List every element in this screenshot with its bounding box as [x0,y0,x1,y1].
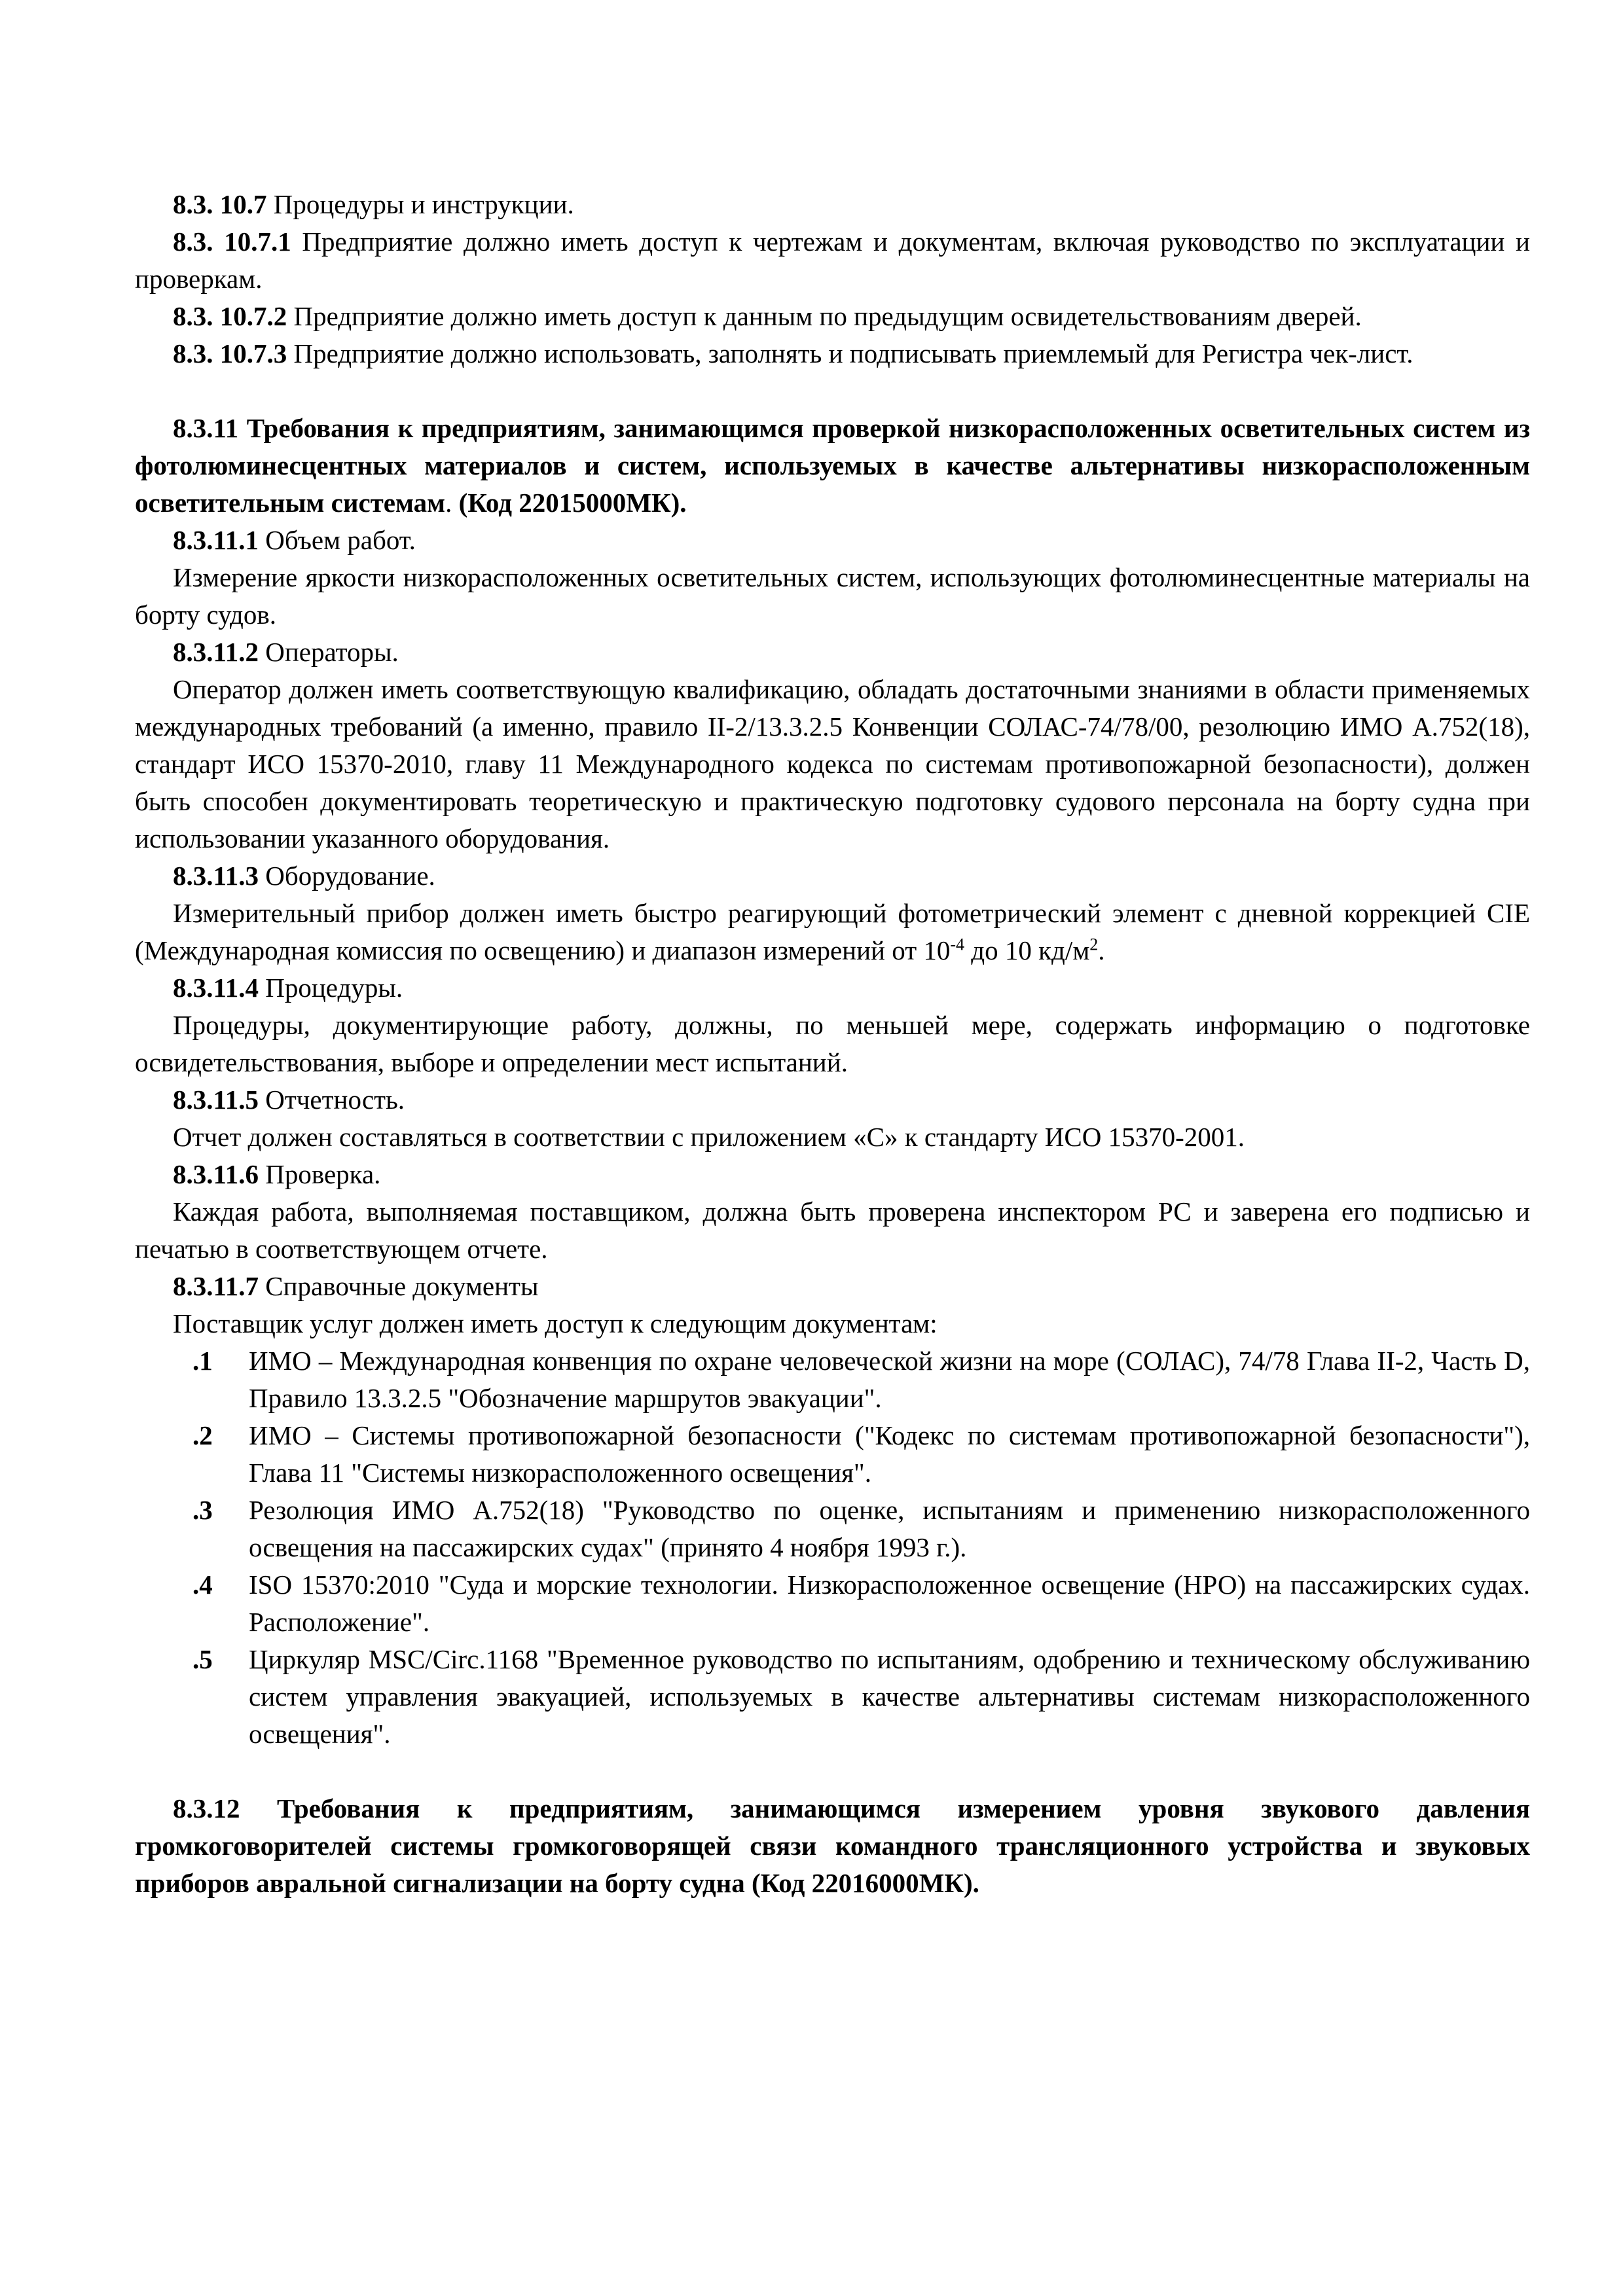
clause-11-5-body: Отчет должен составляться в соответствии с приложением «С» к стандарту ИСО 15370-2001. [173,1122,1245,1152]
clause-11-1-title: 8.3.11.1 Объем работ. [173,525,416,555]
list-item: .3 Резолюция ИМО А.752(18) "Руководство по оценке, испытаниям и применению низкорасположенного освещения на пассажирских судах" (принято 4 ноября 1993 г.). [192,1495,1530,1562]
clause-11-2-title: 8.3.11.2 Операторы. [173,637,399,667]
clause-11-2-body: Оператор должен иметь соответствующую квалификацию, обладать достаточными знаниями в области применяемых международных требований (а именно, правило II-2/13.3.2.5 Конвенции СОЛАС-74/78/00, резолюцию ИМО А.752(18), стандарт ИСО 15370-2010, главу 11 Международного кодекса по системам противопожарной безопасности), должен быть способен документировать теоретическую и практическую подготовку судового персонала на борту судна при использовании указанного оборудования. [135,674,1530,853]
clause-10-7-3: 8.3. 10.7.3 Предприятие должно использовать, заполнять и подписывать приемлемый для Регистра чек-лист. [173,338,1413,368]
clause-11-3-title: 8.3.11.3 Оборудование. [173,861,435,891]
clause-11-6-body: Каждая работа, выполняемая поставщиком, должна быть проверена инспектором РС и заверена его подписью и печатью в соответствующем отчете. [135,1196,1530,1264]
clause-11-3-body: Измерительный прибор должен иметь быстро реагирующий фотометрический элемент с дневной коррекцией CIE (Международная комиссия по освещению) и диапазон измерений от $10^{-4}$ до 10 $кд/м^2$. [135,898,1530,965]
clause-10-7-1: 8.3. 10.7.1 Предприятие должно иметь доступ к чертежам и документам, включая руководство по эксплуатации и проверкам. [135,226,1530,294]
list-item: .2 ИМО – Системы противопожарной безопасности ("Кодекс по системам противопожарной безопасности"), Глава 11 "Системы низкорасположенного освещения". [192,1420,1530,1488]
section-8-3-12-heading: 8.3.12 Требования к предприятиям, занимающимся измерением уровня звукового давления громкоговорителей системы громкоговорящей связи командного трансляционного устройства и звуковых приборов авральной сигнализации на борту судна (Код 22016000МК). [135,1793,1530,1898]
list-item: .1 ИМО – Международная конвенция по охране человеческой жизни на море (СОЛАС), 74/78 Глава II-2, Часть D, Правило 13.3.2.5 "Обозначение маршрутов эвакуации". [192,1346,1530,1413]
section-8-3-11-heading: 8.3.11 Требования к предприятиям, занимающимся проверкой низкорасположенных осветительных систем из фотолюминесцентных материалов и систем, используемых в качестве альтернативы низкорасположенным осветительным системам. (Код 22015000МК). [135,413,1530,518]
clause-11-5-title: 8.3.11.5 Отчетность. [173,1085,405,1115]
list-item: .4 ISO 15370:2010 "Суда и морские технологии. Низкорасположенное освещение (НРО) на пассажирских судах. Расположение". [192,1570,1530,1637]
list-item: .5 Циркуляр MSC/Circ.1168 "Временное руководство по испытаниям, одобрению и техническому обслуживанию систем управления эвакуацией, используемых в качестве альтернативы системам низкорасположенного освещения". [192,1644,1530,1749]
references-list [135,1342,1530,1753]
clause-10-7: 8.3. 10.7 Процедуры и инструкции. [173,189,574,219]
clause-11-4-title: 8.3.11.4 Процедуры. [173,973,403,1003]
references-intro: Поставщик услуг должен иметь доступ к следующим документам: [173,1308,938,1338]
document-page [135,186,1530,1902]
clause-11-1-body: Измерение яркости низкорасположенных осветительных систем, использующих фотолюминесцентные материалы на борту судов. [135,562,1530,630]
clause-11-4-body: Процедуры, документирующие работу, должны, по меньшей мере, содержать информацию о подготовке освидетельствования, выборе и определении мест испытаний. [135,1010,1530,1077]
clause-11-6-title: 8.3.11.6 Проверка. [173,1159,381,1189]
clause-10-7-2: 8.3. 10.7.2 Предприятие должно иметь доступ к данным по предыдущим освидетельствованиям дверей. [173,301,1362,331]
clause-11-7-title: 8.3.11.7 Справочные документы [173,1271,539,1301]
